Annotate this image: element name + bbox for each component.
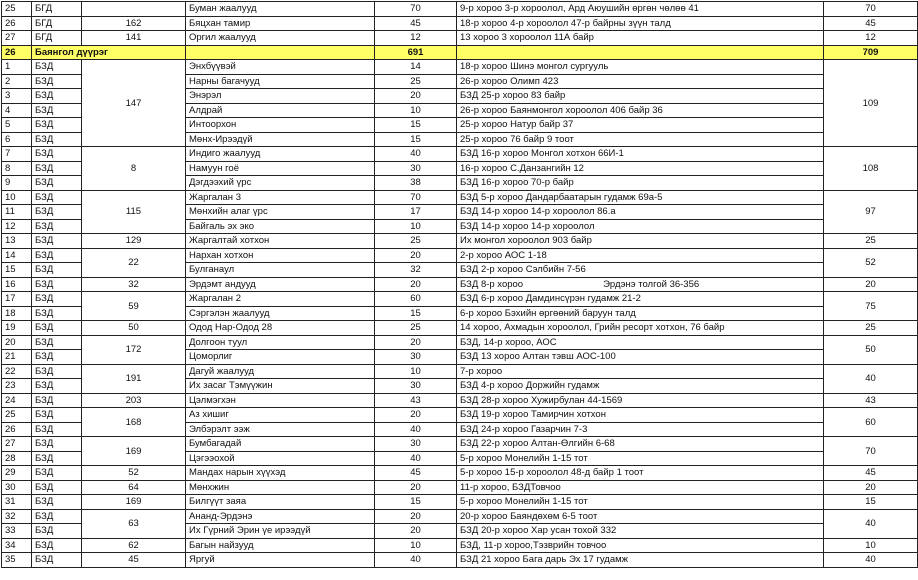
kindergarten-name: Цэгээохой — [186, 451, 375, 466]
address-extra: Эрдэнэ толгой 36-356 — [603, 278, 700, 290]
khuree-number: 52 — [82, 466, 186, 481]
row-number: 3 — [2, 89, 32, 104]
row-number: 14 — [2, 248, 32, 263]
table-row — [2, 31, 918, 46]
group-total: 70 — [824, 2, 918, 17]
district-code: БЗД — [32, 553, 82, 568]
table-row — [2, 147, 918, 162]
kindergarten-name: Мандах нарын хүүхэд — [186, 466, 375, 481]
group-total: 75 — [824, 292, 918, 321]
row-number: 17 — [2, 292, 32, 307]
seat-count: 43 — [375, 393, 457, 408]
district-code: БЗД — [32, 364, 82, 379]
kindergarten-name: Мөнхийн алаг үрс — [186, 205, 375, 220]
row-number: 30 — [2, 480, 32, 495]
address: БЗД, 14-р хороо, АОС — [457, 335, 824, 350]
table-row — [2, 408, 918, 423]
seat-count: 15 — [375, 495, 457, 510]
group-total: 52 — [824, 248, 918, 277]
seat-count: 20 — [375, 248, 457, 263]
address: БЗД 22-р хороо Алтан-Өлгийн 6-68 — [457, 437, 824, 452]
table-row — [2, 190, 918, 205]
district-code: БЗД — [32, 306, 82, 321]
table-row — [2, 335, 918, 350]
khuree-number — [82, 2, 186, 17]
district-code: БЗД — [32, 466, 82, 481]
address: БЗД, 11-р хороо,Тэзврийн товчоо — [457, 538, 824, 553]
table-row — [2, 234, 918, 249]
kindergarten-name: Эрдэмт андууд — [186, 277, 375, 292]
address: БЗД 19-р хороо Тамирчин хотхон — [457, 408, 824, 423]
table-row — [2, 466, 918, 481]
address: 7-р хороо — [457, 364, 824, 379]
kindergarten-name: Алдрай — [186, 103, 375, 118]
row-number: 20 — [2, 335, 32, 350]
seat-count: 30 — [375, 161, 457, 176]
seat-count: 20 — [375, 509, 457, 524]
seat-count: 40 — [375, 422, 457, 437]
seat-count: 20 — [375, 408, 457, 423]
seat-count: 17 — [375, 205, 457, 220]
district-code: БГД — [32, 16, 82, 31]
row-number: 26 — [2, 45, 32, 60]
table-row — [2, 393, 918, 408]
row-number: 21 — [2, 350, 32, 365]
address: БЗД 24-р хороо Газарчин 7-3 — [457, 422, 824, 437]
khuree-number: 169 — [82, 437, 186, 466]
kindergarten-name: Багын найзууд — [186, 538, 375, 553]
row-number: 16 — [2, 277, 32, 292]
khuree-number: 147 — [82, 60, 186, 147]
row-number: 7 — [2, 147, 32, 162]
row-number: 27 — [2, 437, 32, 452]
seat-count: 15 — [375, 132, 457, 147]
district-code: БЗД — [32, 89, 82, 104]
district-code: БЗД — [32, 480, 82, 495]
row-number: 18 — [2, 306, 32, 321]
address: 25-р хороо 76 байр 9 тоот — [457, 132, 824, 147]
kindergarten-name: Индиго жаалууд — [186, 147, 375, 162]
khuree-number: 63 — [82, 509, 186, 538]
row-number: 25 — [2, 2, 32, 17]
kindergarten-name: Мөнхжин — [186, 480, 375, 495]
seat-count: 40 — [375, 553, 457, 568]
kindergarten-name: Намуун гоё — [186, 161, 375, 176]
address: 26-р хороо Олимп 423 — [457, 74, 824, 89]
row-number: 5 — [2, 118, 32, 133]
kindergarten-name: Бяцхан тамир — [186, 16, 375, 31]
table-row — [2, 509, 918, 524]
kindergarten-name: Их Гүрний Эрин үе ирээдүй — [186, 524, 375, 539]
seat-count: 40 — [375, 451, 457, 466]
district-code: БГД — [32, 2, 82, 17]
khuree-number: 32 — [82, 277, 186, 292]
seat-count: 40 — [375, 147, 457, 162]
group-total: 45 — [824, 16, 918, 31]
district-code: БЗД — [32, 379, 82, 394]
table-row — [2, 321, 918, 336]
kindergarten-name: Буман жаалууд — [186, 2, 375, 17]
district-code: БЗД — [32, 451, 82, 466]
kindergarten-name: Интоорхон — [186, 118, 375, 133]
kindergarten-name: Элбэрэлт ээж — [186, 422, 375, 437]
group-total: 709 — [824, 45, 918, 60]
table-row — [2, 495, 918, 510]
seat-count: 32 — [375, 263, 457, 278]
group-total: 25 — [824, 234, 918, 249]
address: 26-р хороо Баянмонгол хороолол 406 байр 36 — [457, 103, 824, 118]
seat-count: 25 — [375, 321, 457, 336]
address: БЗД 5-р хороо Дандарбаатарын гудамж 69а-5 — [457, 190, 824, 205]
seat-count: 30 — [375, 350, 457, 365]
khuree-number: 8 — [82, 147, 186, 191]
seat-count: 691 — [375, 45, 457, 60]
address: БЗД 25-р хороо 83 байр — [457, 89, 824, 104]
row-number: 24 — [2, 393, 32, 408]
district-code: БЗД — [32, 103, 82, 118]
district-summary-row — [2, 45, 918, 60]
row-number: 22 — [2, 364, 32, 379]
district-code: БЗД — [32, 321, 82, 336]
row-number: 15 — [2, 263, 32, 278]
group-total: 109 — [824, 60, 918, 147]
group-total: 20 — [824, 480, 918, 495]
address: БЗД 28-р хороо Хужирбулан 44-1569 — [457, 393, 824, 408]
row-number: 23 — [2, 379, 32, 394]
address: БЗД 16-р хороо 70-р байр — [457, 176, 824, 191]
khuree-number: 162 — [82, 16, 186, 31]
address: 2-р хороо АОС 1-18 — [457, 248, 824, 263]
khuree-number: 172 — [82, 335, 186, 364]
group-total: 50 — [824, 335, 918, 364]
seat-count: 30 — [375, 379, 457, 394]
kindergarten-name: Яргуй — [186, 553, 375, 568]
row-number: 2 — [2, 74, 32, 89]
row-number: 29 — [2, 466, 32, 481]
group-total: 60 — [824, 408, 918, 437]
row-number: 10 — [2, 190, 32, 205]
row-number: 1 — [2, 60, 32, 75]
kindergarten-name: Жаргалан 2 — [186, 292, 375, 307]
district-code: БЗД — [32, 335, 82, 350]
row-number: 35 — [2, 553, 32, 568]
district-code: БЗД — [32, 147, 82, 162]
khuree-number: 45 — [82, 553, 186, 568]
kindergarten-name: Мөнх-Ирээдүй — [186, 132, 375, 147]
district-code: БЗД — [32, 277, 82, 292]
group-total: 15 — [824, 495, 918, 510]
table-row — [2, 277, 918, 292]
row-number: 12 — [2, 219, 32, 234]
address: 5-р хороо Монелийн 1-15 тот — [457, 451, 824, 466]
khuree-number: 50 — [82, 321, 186, 336]
kindergarten-name: Дэгдээхий үрс — [186, 176, 375, 191]
district-code: БЗД — [32, 60, 82, 75]
district-code: БЗД — [32, 393, 82, 408]
district-code: БЗД — [32, 350, 82, 365]
district-code: БЗД — [32, 422, 82, 437]
khuree-number: 59 — [82, 292, 186, 321]
khuree-number: 141 — [82, 31, 186, 46]
district-code: БГД — [32, 31, 82, 46]
address: 11-р хороо, БЗДТовчоо — [457, 480, 824, 495]
seat-count: 70 — [375, 2, 457, 17]
kindergarten-name: Энхбүүвэй — [186, 60, 375, 75]
district-code: БЗД — [32, 263, 82, 278]
address: 20-р хороо Баяндөхөм 6-5 тоот — [457, 509, 824, 524]
khuree-number: 203 — [82, 393, 186, 408]
khuree-number: 191 — [82, 364, 186, 393]
district-code: БЗД — [32, 205, 82, 220]
kindergarten-name: Жаргалтай хотхон — [186, 234, 375, 249]
address: БЗД 4-р хороо Доржийн гудамж — [457, 379, 824, 394]
group-total: 43 — [824, 393, 918, 408]
group-total: 40 — [824, 553, 918, 568]
district-code: БЗД — [32, 190, 82, 205]
row-number: 27 — [2, 31, 32, 46]
table-body — [2, 2, 918, 568]
address: БЗД 14-р хороо 14-р хороолол 86.а — [457, 205, 824, 220]
kindergarten-name: Цоморлиг — [186, 350, 375, 365]
seat-count: 10 — [375, 364, 457, 379]
seat-count: 70 — [375, 190, 457, 205]
kindergarten-name: Булганаул — [186, 263, 375, 278]
row-number: 32 — [2, 509, 32, 524]
row-number: 8 — [2, 161, 32, 176]
group-total: 25 — [824, 321, 918, 336]
district-code: БЗД — [32, 248, 82, 263]
table-row — [2, 2, 918, 17]
kindergarten-name: Нарны багачууд — [186, 74, 375, 89]
row-number: 34 — [2, 538, 32, 553]
district-code: БЗД — [32, 118, 82, 133]
district-code: БЗД — [32, 234, 82, 249]
district-code: БЗД — [32, 524, 82, 539]
group-total: 20 — [824, 277, 918, 292]
seat-count: 20 — [375, 89, 457, 104]
district-code: БЗД — [32, 495, 82, 510]
seat-count: 20 — [375, 277, 457, 292]
row-number: 28 — [2, 451, 32, 466]
table-row — [2, 60, 918, 75]
address: 25-р хороо Натур байр 37 — [457, 118, 824, 133]
table-row — [2, 480, 918, 495]
seat-count: 30 — [375, 437, 457, 452]
row-number: 31 — [2, 495, 32, 510]
seat-count: 12 — [375, 31, 457, 46]
kindergarten-table — [1, 1, 918, 568]
group-total: 40 — [824, 364, 918, 393]
kindergarten-name: Энэрэл — [186, 89, 375, 104]
khuree-number: 115 — [82, 190, 186, 234]
table-row — [2, 16, 918, 31]
seat-count: 25 — [375, 234, 457, 249]
table-row — [2, 292, 918, 307]
address: 5-р хороо Монелийн 1-15 тот — [457, 495, 824, 510]
district-code: БЗД — [32, 161, 82, 176]
address-main: БЗД 8-р хороо — [460, 278, 524, 290]
khuree-number: 64 — [82, 480, 186, 495]
seat-count: 60 — [375, 292, 457, 307]
row-number: 19 — [2, 321, 32, 336]
address: 9-р хороо 3-р хороолол, Ард Аюушийн өргөн чөлөө 41 — [457, 2, 824, 17]
seat-count: 14 — [375, 60, 457, 75]
address: БЗД 16-р хороо Монгол хотхон 66И-1 — [457, 147, 824, 162]
seat-count: 45 — [375, 16, 457, 31]
table-row — [2, 538, 918, 553]
district-code: БЗД — [32, 219, 82, 234]
seat-count: 10 — [375, 219, 457, 234]
kindergarten-name: Аз хишиг — [186, 408, 375, 423]
address: БЗД 20-р хороо Хар усан тохой 332 — [457, 524, 824, 539]
kindergarten-name: Долгоон туул — [186, 335, 375, 350]
address: 14 хороо, Ахмадын хороолол, Грийн ресорт хотхон, 76 байр — [457, 321, 824, 336]
address: Их монгол хороолол 903 байр — [457, 234, 824, 249]
address: 13 хороо 3 хороолол 11А байр — [457, 31, 824, 46]
address: 6-р хороо Бэхийн өргөөний баруун талд — [457, 306, 824, 321]
address: БЗД 14-р хороо 14-р хороолол — [457, 219, 824, 234]
kindergarten-name: Дагуй жаалууд — [186, 364, 375, 379]
row-number: 11 — [2, 205, 32, 220]
table-row — [2, 248, 918, 263]
row-number: 6 — [2, 132, 32, 147]
seat-count: 20 — [375, 335, 457, 350]
district-name: Баянгол дүүрэг — [32, 45, 186, 60]
address: БЗД 13 хороо Алтан тэвш АОС-100 — [457, 350, 824, 365]
district-code: БЗД — [32, 176, 82, 191]
address: 18-р хороо Шинэ монгол сургууль — [457, 60, 824, 75]
group-total: 10 — [824, 538, 918, 553]
district-code: БЗД — [32, 74, 82, 89]
seat-count: 15 — [375, 306, 457, 321]
group-total: 45 — [824, 466, 918, 481]
kindergarten-name: Байгаль эх эко — [186, 219, 375, 234]
group-total: 108 — [824, 147, 918, 191]
row-number: 26 — [2, 16, 32, 31]
seat-count: 25 — [375, 74, 457, 89]
table-row — [2, 437, 918, 452]
kindergarten-name: Билгүүт заяа — [186, 495, 375, 510]
kindergarten-name: Одод Нар-Одод 28 — [186, 321, 375, 336]
seat-count: 38 — [375, 176, 457, 191]
seat-count: 10 — [375, 538, 457, 553]
row-number: 13 — [2, 234, 32, 249]
address — [457, 45, 824, 60]
kindergarten-name — [186, 45, 375, 60]
kindergarten-name: Жаргалан 3 — [186, 190, 375, 205]
address: 5-р хороо 15-р хороолол 48-д байр 1 тоот — [457, 466, 824, 481]
seat-count: 20 — [375, 524, 457, 539]
row-number: 26 — [2, 422, 32, 437]
row-number: 33 — [2, 524, 32, 539]
row-number: 9 — [2, 176, 32, 191]
seat-count: 10 — [375, 103, 457, 118]
group-total: 70 — [824, 437, 918, 466]
address: 16-р хороо С.Данзангийн 12 — [457, 161, 824, 176]
table-row — [2, 364, 918, 379]
district-code: БЗД — [32, 132, 82, 147]
group-total: 40 — [824, 509, 918, 538]
district-code: БЗД — [32, 437, 82, 452]
khuree-number: 129 — [82, 234, 186, 249]
district-code: БЗД — [32, 408, 82, 423]
row-number: 4 — [2, 103, 32, 118]
seat-count: 20 — [375, 480, 457, 495]
address — [457, 277, 824, 292]
seat-count: 15 — [375, 118, 457, 133]
district-code: БЗД — [32, 509, 82, 524]
district-code: БЗД — [32, 292, 82, 307]
khuree-number: 169 — [82, 495, 186, 510]
row-number: 25 — [2, 408, 32, 423]
district-code: БЗД — [32, 538, 82, 553]
table-row — [2, 553, 918, 568]
address: 18-р хороо 4-р хороолол 47-р байрны зүүн талд — [457, 16, 824, 31]
address: БЗД 2-р хороо Сэлбийн 7-56 — [457, 263, 824, 278]
group-total: 12 — [824, 31, 918, 46]
khuree-number: 22 — [82, 248, 186, 277]
kindergarten-name: Нархан хотхон — [186, 248, 375, 263]
seat-count: 45 — [375, 466, 457, 481]
address: БЗД 6-р хороо Дамдинсүрэн гудамж 21-2 — [457, 292, 824, 307]
kindergarten-name: Оргил жаалууд — [186, 31, 375, 46]
kindergarten-name: Цэлмэгхэн — [186, 393, 375, 408]
khuree-number: 62 — [82, 538, 186, 553]
kindergarten-name: Бумбагадай — [186, 437, 375, 452]
address: БЗД 21 хороо Бага дарь Эх 17 гудамж — [457, 553, 824, 568]
kindergarten-name: Ананд-Эрдэнэ — [186, 509, 375, 524]
group-total: 97 — [824, 190, 918, 234]
kindergarten-name: Сэргэлэн жаалууд — [186, 306, 375, 321]
kindergarten-name: Их засаг Тэмүүжин — [186, 379, 375, 394]
khuree-number: 168 — [82, 408, 186, 437]
